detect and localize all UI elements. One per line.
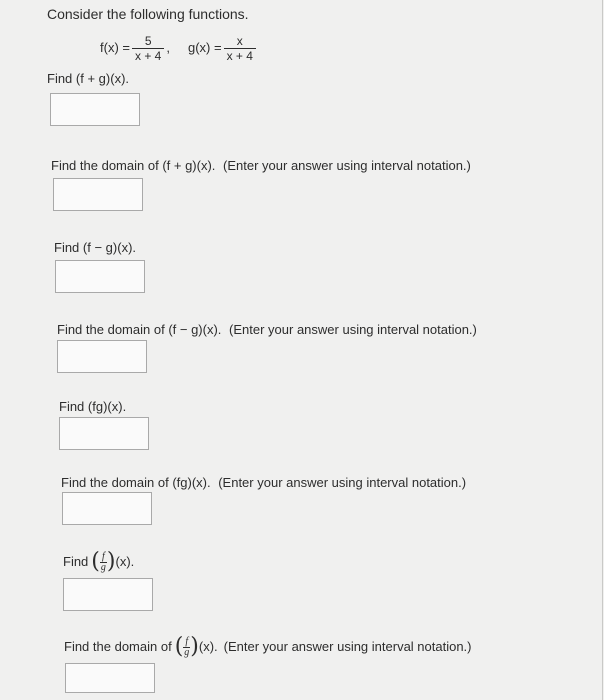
question-difference-prefix: Find [54, 240, 80, 255]
answer-input-quotient-domain[interactable] [66, 664, 154, 692]
question-sum-domain-prefix: Find the domain of [51, 158, 159, 173]
question-quotient-domain [64, 633, 472, 661]
answer-box-quotient[interactable] [63, 578, 153, 611]
question-difference-domain-suffix: (Enter your answer using interval notation.) [229, 322, 477, 337]
answer-box-difference-domain[interactable] [57, 340, 147, 373]
left-paren: ( [174, 634, 184, 659]
right-paren: ) [106, 549, 116, 574]
question-product-domain-suffix: (Enter your answer using interval notation.) [218, 475, 467, 490]
g-fraction [224, 34, 256, 63]
left-paren: ( [91, 549, 100, 574]
answer-input-difference[interactable] [56, 261, 144, 292]
question-sum-prefix: Find [47, 71, 73, 86]
question-quotient-domain-suffix: (Enter your answer using interval notation.) [223, 639, 472, 654]
question-difference-domain-expr: (f − g)(x). [168, 322, 222, 337]
question-product-expr: (fg)(x). [87, 399, 127, 414]
quotient-numerator: f [102, 550, 105, 562]
question-quotient-after: (x). [115, 554, 135, 569]
answer-input-quotient[interactable] [64, 579, 152, 610]
answer-input-difference-domain[interactable] [58, 341, 146, 372]
question-quotient-domain-after: (x). [198, 639, 218, 654]
f-label: f(x) = [100, 40, 130, 55]
answer-box-quotient-domain[interactable] [65, 663, 155, 693]
answer-input-sum[interactable] [51, 94, 139, 125]
answer-box-product[interactable] [59, 417, 149, 450]
quotient-denominator: g [100, 561, 106, 573]
answer-input-product-domain[interactable] [63, 493, 151, 524]
g-denominator: x + 4 [224, 48, 256, 63]
f-denominator: x + 4 [132, 48, 164, 63]
answer-box-difference[interactable] [55, 260, 145, 293]
question-difference-domain-prefix: Find the domain of [57, 322, 165, 337]
question-difference-domain [57, 322, 477, 338]
answer-box-product-domain[interactable] [62, 492, 152, 525]
question-product [59, 399, 126, 415]
quotient-domain-fraction [183, 637, 190, 658]
question-quotient-prefix: Find [63, 554, 89, 569]
intro-text: Consider the following functions. [47, 6, 249, 22]
question-sum-domain-expr: (f + g)(x). [162, 158, 216, 173]
separator: , [166, 40, 170, 55]
quotient-domain-denominator: g [184, 646, 190, 658]
f-numerator: 5 [144, 33, 152, 48]
question-product-domain-expr: (fg)(x). [172, 475, 211, 490]
question-quotient [63, 548, 134, 576]
question-sum-domain-suffix: (Enter your answer using interval notation.) [223, 158, 471, 173]
question-sum [47, 71, 129, 87]
question-sum-expr: (f + g)(x). [75, 71, 130, 86]
f-fraction [132, 34, 164, 63]
question-product-domain [61, 475, 466, 491]
question-product-prefix: Find [59, 399, 85, 414]
g-numerator: x [236, 33, 243, 48]
question-difference-expr: (f − g)(x). [82, 240, 137, 255]
quotient-domain-numerator: f [185, 635, 189, 647]
question-sum-domain [51, 158, 471, 174]
right-paren: ) [190, 634, 199, 659]
answer-input-sum-domain[interactable] [54, 179, 142, 210]
question-quotient-domain-prefix: Find the domain of [64, 639, 172, 654]
question-difference [54, 240, 136, 256]
quotient-fraction [100, 552, 107, 573]
answer-box-sum-domain[interactable] [53, 178, 143, 211]
function-definitions [100, 30, 258, 66]
answer-box-sum[interactable] [50, 93, 140, 126]
question-product-domain-prefix: Find the domain of [61, 475, 169, 490]
answer-input-product[interactable] [60, 418, 148, 449]
g-label: g(x) = [187, 40, 222, 55]
